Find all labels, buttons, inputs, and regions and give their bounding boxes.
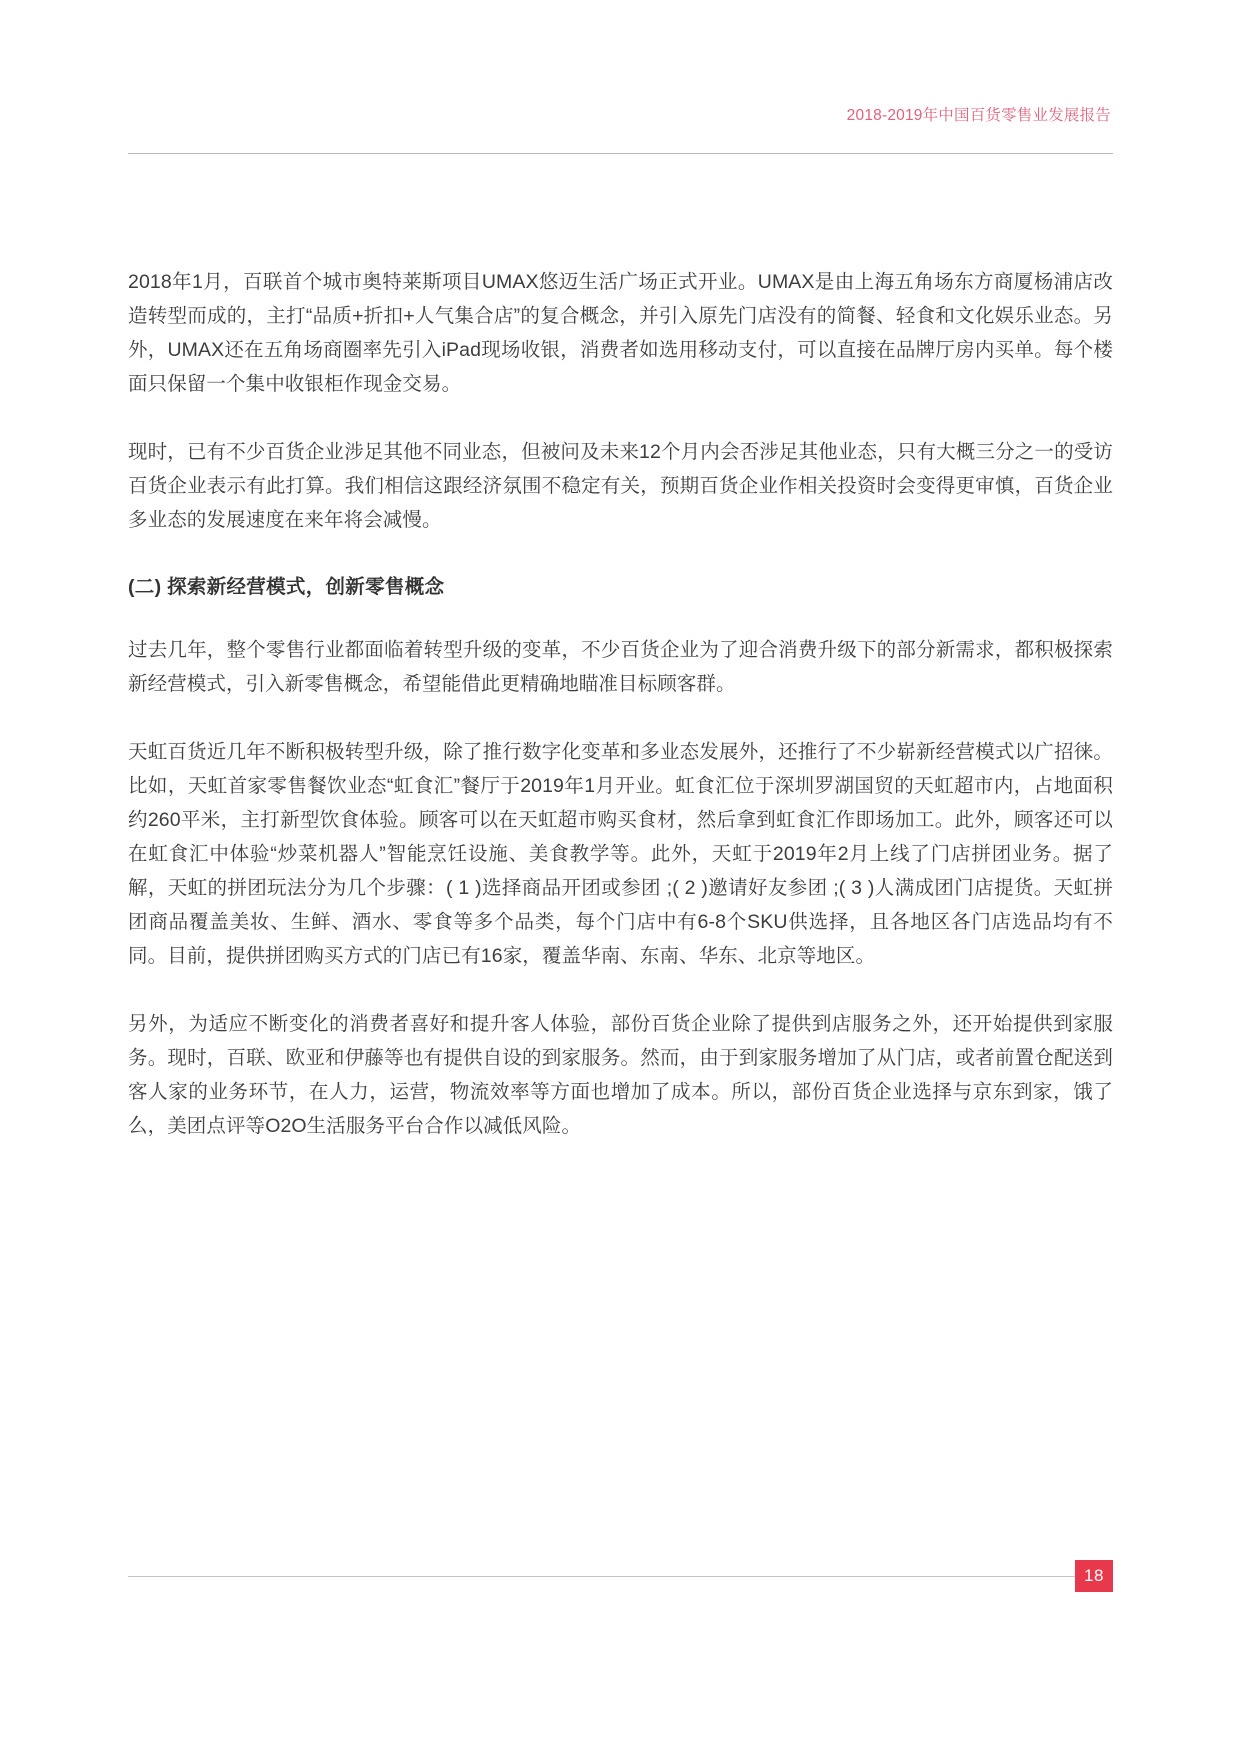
section-heading-new-business-model: (二) 探索新经营模式，创新零售概念 xyxy=(128,576,445,598)
page-number-badge: 18 xyxy=(1075,1560,1113,1592)
paragraph-home-delivery-services: 另外，为适应不断变化的消费者喜好和提升客人体验，部份百货企业除了提供到店服务之外，还开始提供到家服务。现时，百联、欧亚和伊藤等也有提供自设的到家服务。然而，由于到家服务增加了从门店，或者前置仓配送到客人家的业务环节，在人力，运营，物流效率等方面也增加了成本。所以，部份百货企业选择与京东到家，饿了么，美团点评等O2O生活服务平台合作以减低风险。 xyxy=(128,1013,1113,1137)
footer-divider xyxy=(128,1576,1113,1577)
paragraph-rainbow-department-store: 天虹百货近几年不断积极转型升级，除了推行数字化变革和多业态发展外，还推行了不少崭新经营模式以广招徕。比如，天虹首家零售餐饮业态“虹食汇”餐厅于2019年1月开业。虹食汇位于深圳罗湖国贸的天虹超市内，占地面积约260平米，主打新型饮食体验。顾客可以在天虹超市购买食材，然后拿到虹食汇作即场加工。此外，顾客还可以在虹食汇中体验“炒菜机器人”智能烹饪设施、美食教学等。此外，天虹于2019年2月上线了门店拼团业务。据了解，天虹的拼团玩法分为几个步骤：( 1 )选择商品开团或参团 ;( 2 )邀请好友参团 ;( 3 )人满成团门店提货。天虹拼团商品覆盖美妆、生鲜、酒水、零食等多个品类，每个门店中有6-8个SKU供选择，且各地区各门店选品均有不同。目前，提供拼团购买方式的门店已有16家，覆盖华南、东南、华东、北京等地区。 xyxy=(128,741,1113,967)
page-header xyxy=(128,108,1113,154)
page-footer xyxy=(128,1560,1113,1594)
header-divider xyxy=(128,153,1113,154)
report-header-title: 2018-2019年中国百货零售业发展报告 xyxy=(846,107,1111,124)
paragraph-industry-transformation: 过去几年，整个零售行业都面临着转型升级的变革，不少百货企业为了迎合消费升级下的部分新需求，都积极探索新经营模式，引入新零售概念，希望能借此更精确地瞄准目标顾客群。 xyxy=(128,639,1113,695)
paragraph-umax-opening: 2018年1月，百联首个城市奥特莱斯项目UMAX悠迈生活广场正式开业。UMAX是由上海五角场东方商厦杨浦店改造转型而成的，主打“品质+折扣+人气集合店”的复合概念，并引入原先门店没有的简餐、轻食和文化娱乐业态。另外，UMAX还在五角场商圈率先引入iPad现场收银，消费者如选用移动支付，可以直接在品牌厅房内买单。每个楼面只保留一个集中收银柜作现金交易。 xyxy=(128,271,1113,395)
paragraph-multi-format-outlook: 现时，已有不少百货企业涉足其他不同业态，但被问及未来12个月内会否涉足其他业态，只有大概三分之一的受访百货企业表示有此打算。我们相信这跟经济氛围不稳定有关，预期百货企业作相关投资时会变得更审慎，百货企业多业态的发展速度在来年将会减慢。 xyxy=(128,441,1113,531)
page-content xyxy=(128,265,1113,1177)
